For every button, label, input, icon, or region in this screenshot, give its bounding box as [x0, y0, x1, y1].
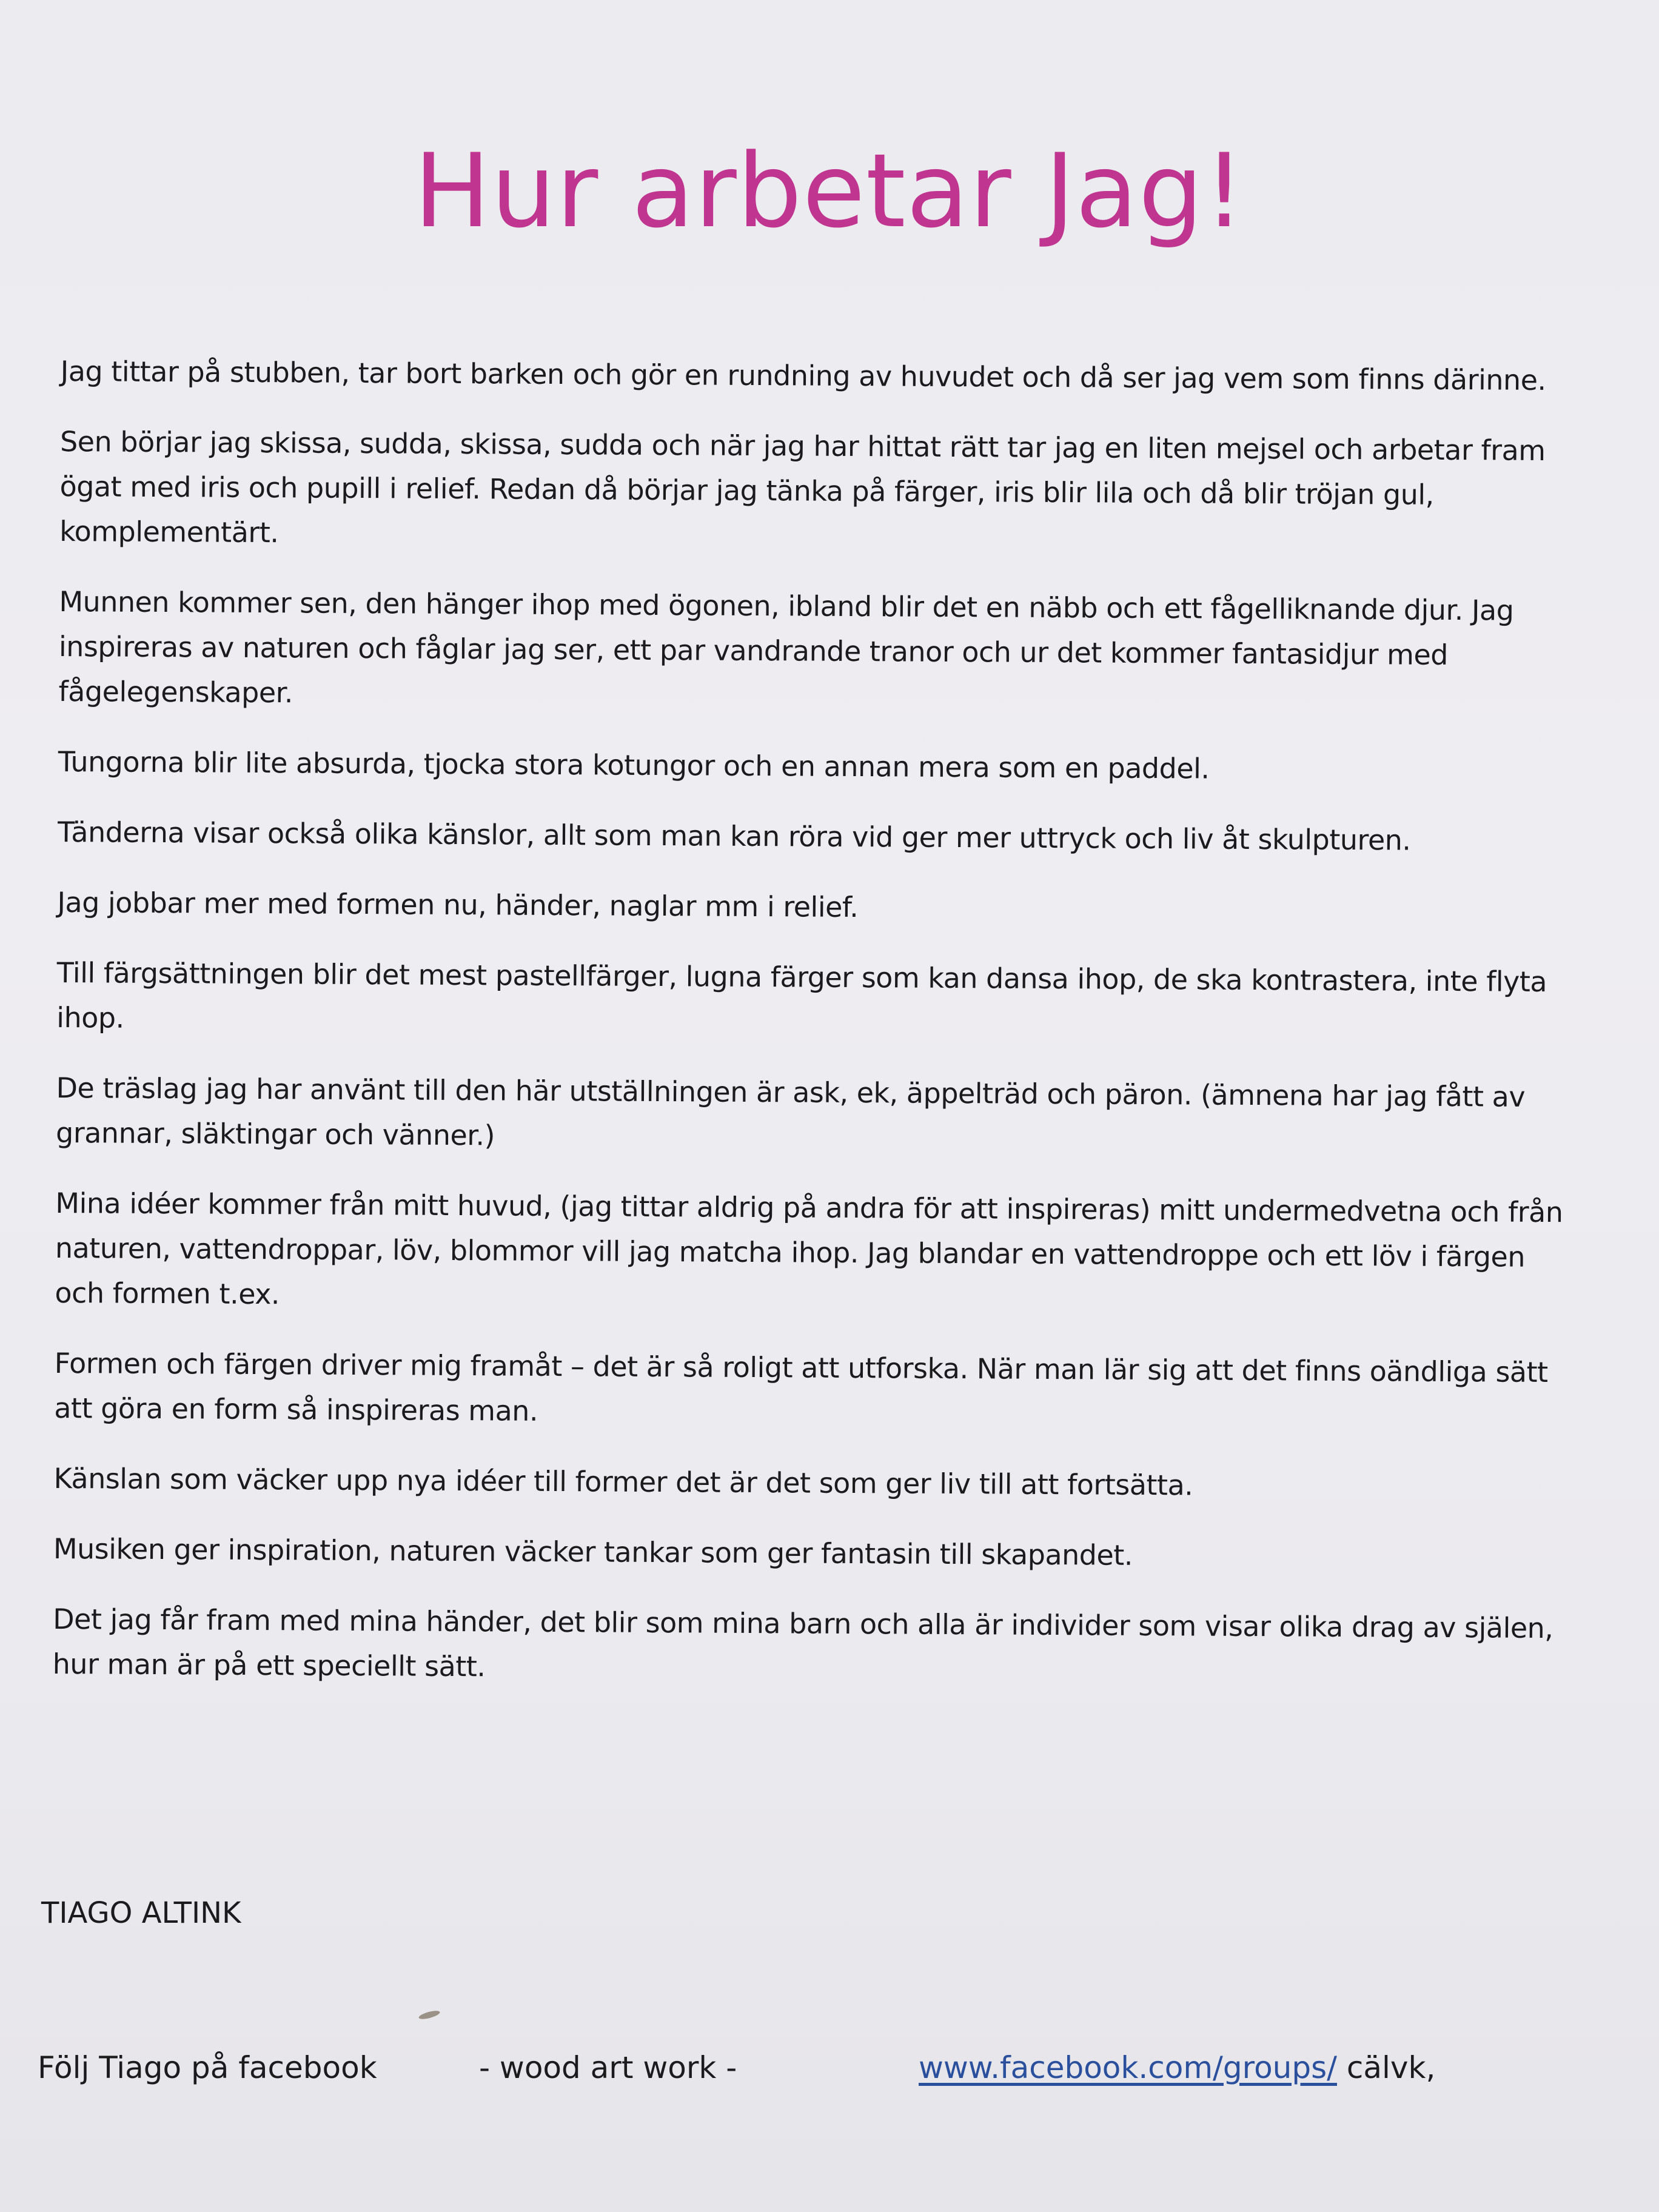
footer-link-line [919, 2046, 1435, 2089]
paragraph-4: Tungorna blir lite absurda, tjocka stora kotungor och en annan mera som en paddel. [58, 745, 1210, 785]
paragraph-13: Det jag får fram med mina händer, det blir som mina barn och alla är individer som visar olika drag av själen, hur man är på ett speciellt sätt. [52, 1602, 1553, 1683]
paragraph-9: Mina idéer kommer från mitt huvud, (jag tittar aldrig på andra för att inspireras) mitt undermedvetna och från naturen, vattendroppar, löv, blommor vill jag matcha ihop. Jag blandar en vattendroppe och ett löv i färgen och formen t.ex. [55, 1186, 1563, 1311]
paragraph-11: Känslan som väcker upp nya idéer till former det är det som ger liv till att fortsätta. [53, 1461, 1193, 1502]
paragraph-12: Musiken ger inspiration, naturen väcker tankar som ger fantasin till skapandet. [53, 1532, 1133, 1572]
footer-follow-text: Följ Tiago på facebook [38, 2050, 377, 2085]
paragraph-7: Till färgsättningen blir det mest pastellfärger, lugna färger som kan dansa ihop, de ska kontrastera, inte flyta ihop. [56, 956, 1547, 1034]
paragraph-5: Tänderna visar också olika känslor, allt som man kan röra vid ger mer uttryck och liv åt skulpturen. [57, 815, 1411, 857]
document-title: Hur arbetar Jag! [414, 132, 1245, 250]
footer-tagline: - wood art work - [479, 2050, 737, 2085]
author-signature: TIAGO ALTINK [41, 1896, 241, 1930]
facebook-groups-link[interactable]: www.facebook.com/groups/ [919, 2050, 1337, 2085]
document-body [53, 349, 1577, 1695]
paper-speck [418, 2009, 440, 2021]
paragraph-6: Jag jobbar mer med formen nu, händer, naglar mm i relief. [57, 885, 859, 924]
paragraph-8: De träslag jag har använt till den här utställningen är ask, ek, äppelträd och päron. (ämnena har jag fått av grannar, släktingar och vänner.) [55, 1071, 1526, 1152]
paragraph-1: Jag tittar på stubben, tar bort barken och gör en rundning av huvudet och då ser jag vem som finns därinne. [60, 354, 1546, 397]
paragraph-10: Formen och färgen driver mig framåt – det är så roligt att utforska. När man lär sig att det finns oändliga sätt att göra en form så inspireras man. [54, 1346, 1548, 1427]
paragraph-3: Munnen kommer sen, den hänger ihop med ögonen, ibland blir det en näbb och ett fågelliknande djur. Jag inspireras av naturen och fåglar jag ser, ett par vandrande tranor och ur det kommer fantasidjur med fågelegenskaper. [58, 585, 1514, 709]
paragraph-2: Sen börjar jag skissa, sudda, skissa, sudda och när jag har hittat rätt tar jag en liten mejsel och arbetar fram ögat med iris och pupill i relief. Redan då börjar jag tänka på färger, iris blir lila och då blir tröjan gul, komplementärt. [59, 424, 1546, 549]
footer-link-suffix: cälvk, [1337, 2050, 1436, 2085]
